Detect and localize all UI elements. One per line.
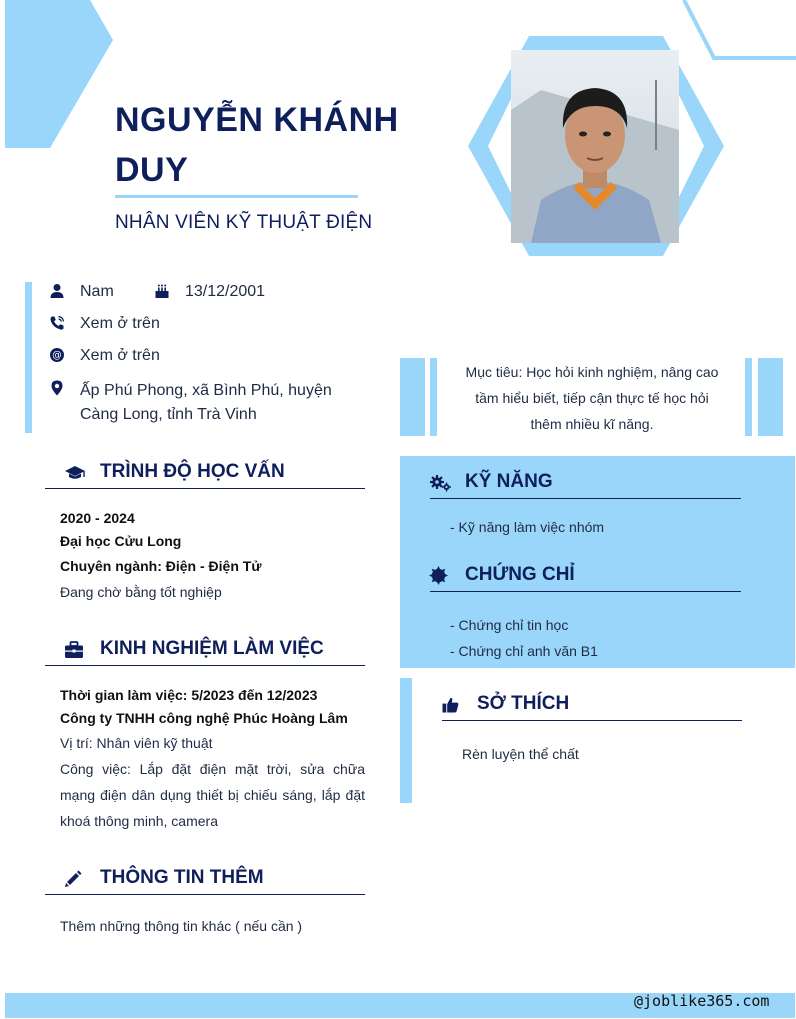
- gender-value: Nam: [80, 283, 114, 300]
- objective-bar-left-2: [430, 358, 437, 436]
- top-left-decoration: [0, 0, 120, 150]
- extra-info-text: Thêm những thông tin khác ( nếu cần ): [60, 918, 303, 934]
- extra-info-title: THÔNG TIN THÊM: [100, 867, 264, 888]
- location-pin-icon: [49, 380, 65, 396]
- name-underline: [115, 195, 358, 198]
- objective-bar-right-2: [758, 358, 783, 436]
- profile-photo: [511, 50, 679, 243]
- pencil-icon: [64, 870, 82, 888]
- hobbies-divider: [442, 720, 742, 721]
- hobbies-text: Rèn luyện thể chất: [462, 746, 579, 762]
- birthday-cake-icon: [154, 283, 170, 299]
- certificate-badge-icon: [429, 566, 448, 585]
- skill-item-1: - Kỹ năng làm việc nhóm: [450, 519, 605, 535]
- hobbies-title: SỞ THÍCH: [477, 693, 570, 714]
- objective-bar-right-1: [745, 358, 752, 436]
- education-years: 2020 - 2024: [60, 510, 135, 526]
- skills-panel: [400, 456, 795, 668]
- skills-title: KỸ NĂNG: [465, 471, 553, 492]
- certificate-item-1: - Chứng chỉ tin học: [450, 617, 569, 633]
- experience-company: Công ty TNHH công nghệ Phúc Hoàng Lâm: [60, 710, 348, 726]
- address-value: Ấp Phú Phong, xã Bình Phú, huyện Càng Long, tỉnh Trà Vinh: [80, 382, 332, 423]
- objective-bar-left-1: [400, 358, 425, 436]
- certificates-title: CHỨNG CHỈ: [465, 564, 575, 585]
- email-icon: [49, 347, 65, 363]
- info-accent-bar: [25, 282, 32, 433]
- phone-value: Xem ở trên: [80, 315, 160, 332]
- footer-brand: @joblike365.com: [634, 992, 770, 1010]
- extra-info-divider: [45, 894, 365, 895]
- education-title: TRÌNH ĐỘ HỌC VẤN: [100, 461, 285, 482]
- birthday-value: 13/12/2001: [185, 283, 266, 300]
- job-title: NHÂN VIÊN KỸ THUẬT ĐIỆN: [115, 212, 373, 233]
- experience-duties: Công việc: Lắp đặt điện mặt trời, sửa chữa mạng điện dân dụng thiết bị chiếu sáng, lắp đặt khoá thông minh, camera: [60, 761, 365, 829]
- email-value: Xem ở trên: [80, 347, 160, 364]
- certificates-divider: [430, 591, 741, 592]
- user-icon: [49, 283, 65, 299]
- education-major: Chuyên ngành: Điện - Điện Tử: [60, 558, 262, 574]
- education-status: Đang chờ bằng tốt nghiệp: [60, 584, 222, 600]
- gears-icon: [430, 474, 452, 492]
- skills-divider: [430, 498, 741, 499]
- experience-title: KINH NGHIỆM LÀM VIỆC: [100, 638, 324, 659]
- briefcase-icon: [64, 641, 84, 659]
- experience-divider: [45, 665, 365, 666]
- certificate-item-2: - Chứng chỉ anh văn B1: [450, 643, 598, 659]
- experience-position: Vị trí: Nhân viên kỹ thuật: [60, 735, 213, 751]
- career-objective: Mục tiêu: Học hỏi kinh nghiệm, nâng cao tầm hiểu biết, tiếp cận thực tế học hỏi thêm nhiều kĩ năng.: [465, 364, 719, 432]
- svg-text:@: @: [52, 350, 62, 362]
- thumbs-up-icon: [442, 697, 459, 713]
- experience-period: Thời gian làm việc: 5/2023 đến 12/2023: [60, 687, 318, 703]
- hobbies-accent-bar: [400, 678, 412, 803]
- education-divider: [45, 488, 365, 489]
- phone-icon: [49, 315, 65, 331]
- education-school: Đại học Cửu Long: [60, 533, 182, 549]
- candidate-name: NGUYỄN KHÁNH DUY: [115, 101, 399, 189]
- graduation-cap-icon: [64, 465, 86, 481]
